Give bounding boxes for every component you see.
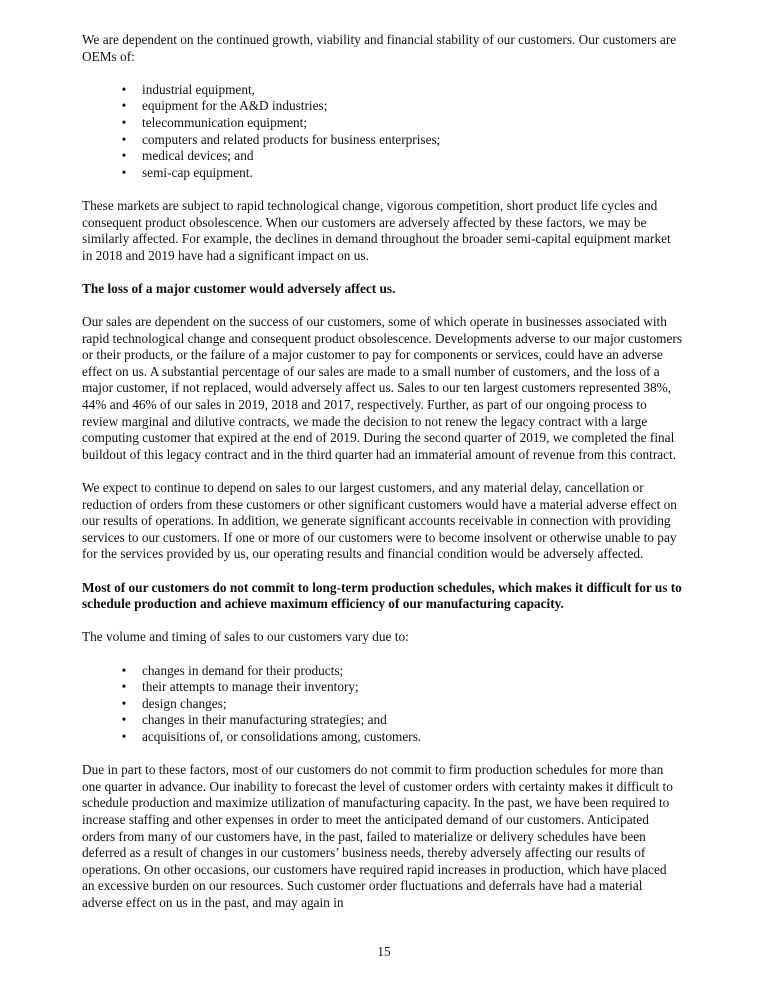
list-item: • changes in their manufacturing strategies; and	[82, 712, 682, 729]
bullet-icon: •	[121, 114, 127, 130]
list-item: • computers and related products for business enterprises;	[82, 132, 682, 149]
paragraph-customer-dependence: We are dependent on the continued growth, viability and financial stability of our customers. Our customers are OEMs of:	[82, 32, 677, 64]
bullet-icon: •	[121, 164, 127, 180]
list-item: • changes in demand for their products;	[82, 663, 682, 680]
list-item: • equipment for the A&D industries;	[82, 98, 682, 115]
heading-production-schedules: Most of our customers do not commit to long-term production schedules, which makes it difficult for us to schedule production and achieve maximum efficiency of our manufacturing capacity.	[82, 579, 682, 612]
list-item: • industrial equipment,	[82, 82, 682, 99]
document-page	[82, 32, 682, 928]
paragraph-due-in-part: Due in part to these factors, most of our customers do not commit to firm production schedules for more than one quarter in advance. Our inability to forecast the level of customer orders with certainty makes it difficult to schedule production and maximize utilization of manufacturing capacity. In the past, we have been required to increase staffing and other expenses in order to meet the anticipated demand of our customers. Anticipated orders from many of our customers have, in the past, failed to materialize or delivery schedules have been deferred as a result of changes in our customers’ business needs, thereby adversely affecting our results of operations. On other occasions, our customers have required rapid increases in production, which have placed an excessive burden on our resources. Such customer order fluctuations and deferrals have had a material adverse effect on us in the past, and may again in	[82, 762, 673, 910]
paragraph-sales-dependent: Our sales are dependent on the success of our customers, some of which operate in businesses associated with rapid technological change and consequent product obsolescence. Developments adverse to our major customers or their products, or the failure of a major customer to pay for components or services, could have an adverse effect on us. A substantial percentage of our sales are made to a small number of customers, and the loss of a major customer, if not replaced, would adversely affect us. Sales to our ten largest customers represented 38%, 44% and 46% of our sales in 2019, 2018 and 2017, respectively. Further, as part of our ongoing process to review marginal and dilutive contracts, we made the decision to not renew the legacy contract with a large computing customer that expired at the end of 2019. During the second quarter of 2019, we completed the final buildout of this legacy contract and in the third quarter had an immaterial amount of revenue from this contract.	[82, 314, 683, 462]
bullet-icon: •	[121, 131, 127, 147]
bullet-icon: •	[121, 728, 127, 744]
list-item: • medical devices; and	[82, 148, 682, 165]
volume-factors-list	[82, 663, 682, 746]
bullet-icon: •	[121, 712, 127, 728]
bullet-icon: •	[121, 98, 127, 114]
oem-list	[82, 82, 682, 182]
bullet-icon: •	[121, 81, 127, 97]
bullet-icon: •	[121, 695, 127, 711]
list-item: • acquisitions of, or consolidations among, customers.	[82, 729, 682, 746]
heading-loss-of-major-customer: The loss of a major customer would adversely affect us.	[82, 280, 396, 296]
bullet-icon: •	[121, 148, 127, 164]
bullet-icon: •	[121, 679, 127, 695]
list-item: • their attempts to manage their inventory;	[82, 679, 682, 696]
paragraph-volume-intro: The volume and timing of sales to our customers vary due to:	[82, 629, 409, 645]
list-item: • telecommunication equipment;	[82, 115, 682, 132]
list-item: • design changes;	[82, 696, 682, 713]
paragraph-markets: These markets are subject to rapid technological change, vigorous competition, short product life cycles and consequent product obsolescence. When our customers are adversely affected by these factors, we may be similarly affected. For example, the declines in demand throughout the broader semi-capital equipment market in 2018 and 2019 have had a significant impact on us.	[82, 197, 671, 263]
bullet-icon: •	[121, 662, 127, 678]
page-number: 15	[377, 944, 391, 959]
list-item: • semi-cap equipment.	[82, 165, 682, 182]
paragraph-expect: We expect to continue to depend on sales to our largest customers, and any material delay, cancellation or reduction of orders from these customers or other significant customers would have a material adverse effect on our results of operations. In addition, we generate significant accounts receivable in connection with providing services to our customers. If one or more of our customers were to become insolvent or otherwise unable to pay for the services provided by us, our operating results and financial condition would be adversely affected.	[82, 480, 677, 562]
